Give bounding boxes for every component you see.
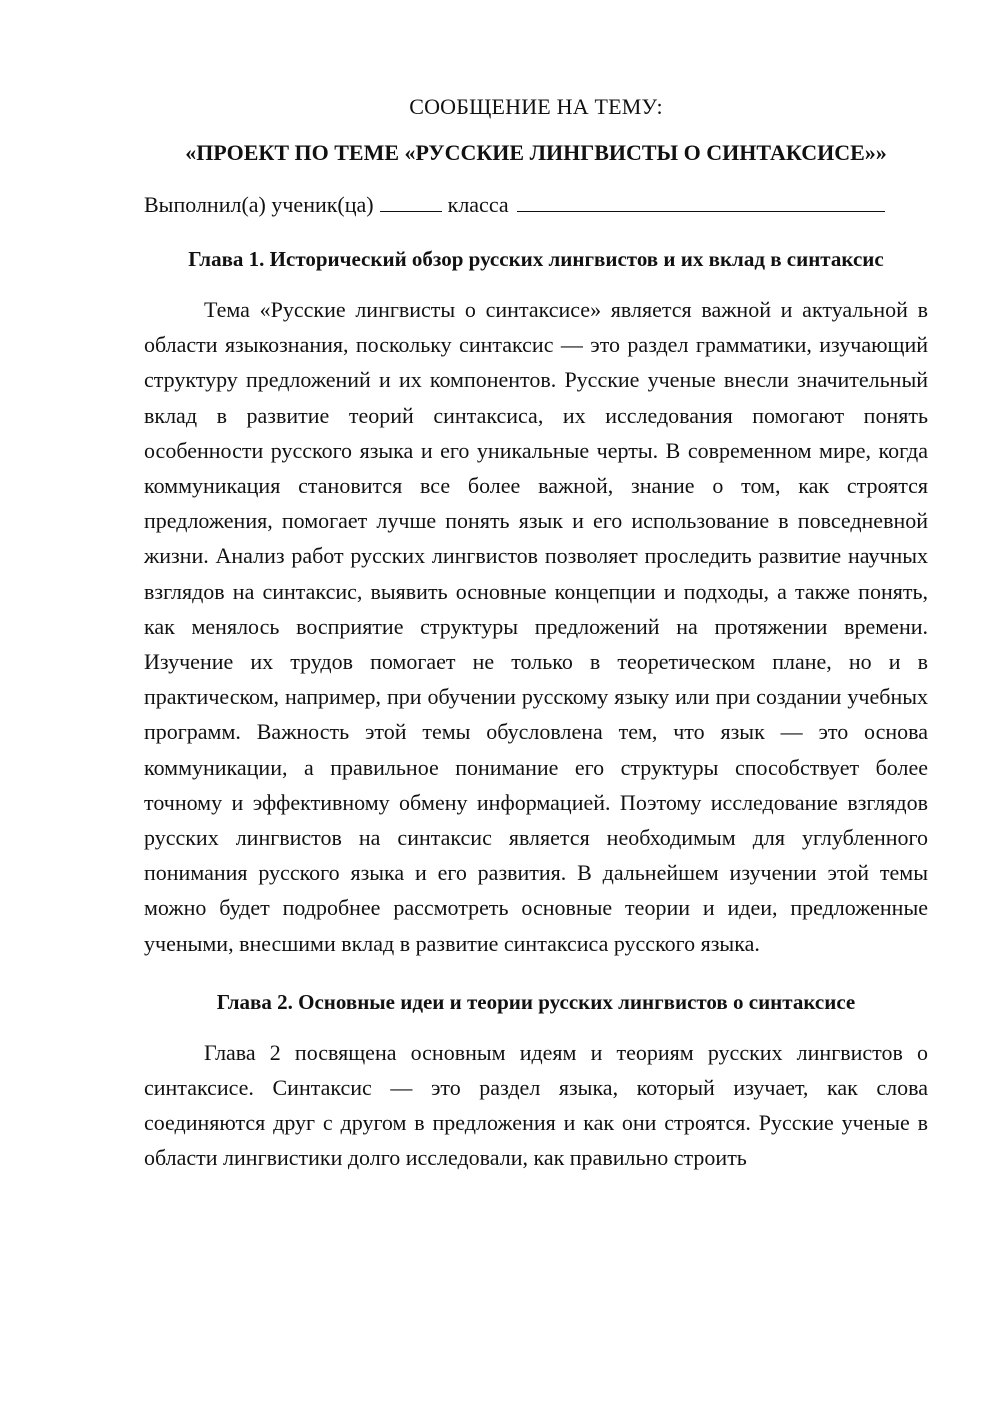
chapter2-paragraph: Глава 2 посвящена основным идеям и теориям русских лингвистов о синтаксисе. Синтаксис — это раздел языка, который изучает, как слова соединяются друг с другом в предложения и как они строятся. Русские ученые в области лингвистики долго исследовали, как правильно строить	[144, 1039, 928, 1171]
chapter2-title: Глава 2. Основные идеи и теории русских лингвистов о синтаксисе	[216, 989, 856, 1014]
chapter1-title: Глава 1. Исторический обзор русских лингвистов и их вклад в синтаксис	[188, 247, 884, 271]
chapter1-paragraph: Тема «Русские лингвисты о синтаксисе» является важной и актуальной в области языкознания, поскольку синтаксис — это раздел грамматики, изучающий структуру предложений и их компонентов. Русские ученые внесли значительный вклад в развитие теорий синтаксиса, их исследования помогают понять особенности русского языка и его уникальные черты. В современном мире, когда коммуникация становится все более важной, знание о том, как строятся предложения, помогает лучше понять язык и его использование в повседневной жизни. Анализ работ русских лингвистов позволяет проследить развитие научных взглядов на синтаксис, выявить основные концепции и подходы, а также понять, как менялось восприятие структуры предложений на протяжении времени. Изучение их трудов помогает не только в теоретическом плане, но и в практическом, например, при обучении русскому языку или при создании учебных программ. Важность этой темы обусловлена тем, что язык — это основа коммуникации, а правильное понимание его структуры способствует более точному и эффективному обмену информацией. Поэтому исследование взглядов русских лингвистов на синтаксис является необходимым для углубленного понимания русского языка и его развития. В дальнейшем изучении этой темы можно будет подробнее рассмотреть основные теории и идеи, предложенные учеными, внесшими вклад в развитие синтаксиса русского языка.	[144, 297, 928, 956]
document-content	[144, 92, 928, 1176]
document-header-top: СООБЩЕНИЕ НА ТЕМУ:	[409, 94, 663, 119]
class-label: класса	[447, 192, 509, 217]
performer-label: Выполнил(а) ученик(ца)	[144, 192, 374, 217]
document-title: «ПРОЕКТ ПО ТЕМЕ «РУССКИЕ ЛИНГВИСТЫ О СИНТАКСИСЕ»»	[185, 140, 887, 165]
grade-blank	[380, 191, 442, 212]
name-blank	[517, 191, 885, 212]
performer-line	[144, 190, 928, 220]
